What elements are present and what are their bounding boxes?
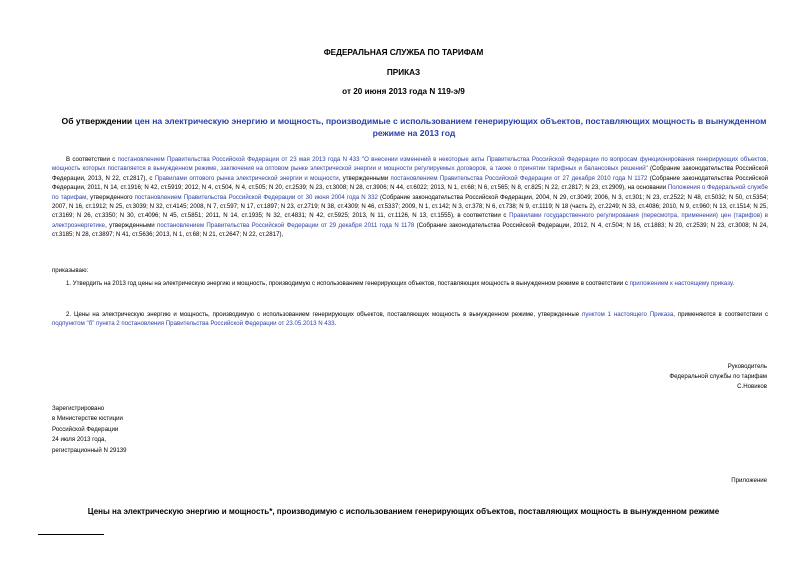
item-2-text-2: , применяются в соответствии с [673, 311, 769, 318]
item-2-link-subpoint-b[interactable]: подпунктом "б" пункта 2 постановления Правительства Российской Федерации от 23.05.2013 N 433 [52, 320, 335, 328]
doc-type-heading: ПРИКАЗ [386, 68, 421, 77]
registration-line-1: Зарегистрировано [52, 405, 105, 412]
item-1-link-appendix[interactable]: приложением к настоящему приказу [629, 280, 733, 287]
preamble-text-7: , утвержденными [105, 221, 158, 229]
appendix-title: Цены на электрическую энергию и мощность*, производимую с использованием генерирующих объектов, поставляющих мощность в вынужденном режиме [87, 507, 720, 516]
item-1-paragraph [52, 279, 768, 288]
preamble-text-3: , утвержденными [338, 174, 391, 182]
signature-block [670, 362, 768, 392]
preamble-link-fst-regulation[interactable]: Положения о Федеральной службе по тарифам [52, 184, 768, 201]
signature-name: С.Новиков [737, 383, 767, 390]
item-1-text-1: 1. Утвердить на 2013 год цены на электрическую энергию и мощность, производимую с использованием генерирующих объектов, поставляющих мощность в вынужденном режиме в соответствии с [66, 280, 630, 287]
preamble-text-4: (Собрание законодательства Российской Федерации, 2011, N 14, ст.1916; N 42, ст.5919; 2012, N 4, ст.504, N 4, ст.505; N 20, ст.2539; N 23, ст.3008; N 28, ст.3906; N 44, ст.6022; 2013, N 1, ст.68; N 6, ст.565; N 8, ст.825; N 22, ст.2817; N 23, ст.2909), на основании [52, 174, 769, 192]
registration-block [52, 404, 127, 456]
preamble-link-resolution-332[interactable]: постановлением Правительства Российской Федерации от 30 июня 2004 года N 332 [134, 193, 378, 201]
preamble-paragraph [52, 155, 768, 240]
preamble-text-1: В соответствии с [66, 156, 118, 163]
item-2-paragraph [52, 310, 768, 329]
doc-date-number: от 20 июня 2013 года N 119-э/9 [342, 87, 465, 96]
item-2-link-point-1[interactable]: пунктом 1 настоящего Приказа [582, 311, 674, 318]
prikazyvayu-label: приказываю: [52, 267, 89, 274]
registration-line-5: регистрационный N 29139 [52, 446, 127, 454]
preamble-link-resolution-1178[interactable]: постановлением Правительства Российской Федерации от 29 декабря 2011 года N 1178 [157, 221, 415, 229]
item-2-text-3: . [334, 320, 337, 328]
preamble-text-8: (Собрание законодательства Российской Федерации, 2012, N 4, ст.504; N 16, ст.1883; N 20, ст.2539; N 23, ст.3008; N 24, ст.3185; N 28, ст.3897; N 41, ст.5636; 2013, N 1, ст.68; N 21, ст.2647; N 22, ст.2817), [52, 221, 768, 239]
signature-position: Руководитель [727, 363, 767, 370]
preamble-link-pricing-rules[interactable]: Правилами государственного регулирования (пересмотра, применения) цен (тарифов) в электроэнергетике [52, 212, 769, 229]
preamble-text-6: (Собрание законодательства Российской Федерации, 2004, N 29, ст.3049; 2006, N 3, ст.301; N 23, ст.2522; N 48, ст.5032; N 50, ст.5354; 2007, N 16, ст.1912; N 25, ст.3039; N 32, ст.4145; 2008, N 7, ст.597; N 17, ст.1897; N 23, ст.2719; N 38, ст.4309; N 46, ст.5337; 2009, N 1, ст.142; N 3, ст.378; N 6, ст.738; N 9, ст.1119; N 18 (часть 2), ст.2249; N 33, ст.4086; 2010, N 9, ст.960; N 13, ст.1514; N 25, ст.3169; N 26, ст.3350; N 30, ст.4096; N 45, ст.5851; 2011, N 14, ст.1935; N 32, ст.4831; N 42, ст.5925; 2013, N 11, ст.1126, N 13, ст.1555), в соответствии с [52, 193, 769, 220]
title-link[interactable]: цен на электрическую энергию и мощность, производимые с использованием генерирующих объектов, поставляющих мощность в вынужденном режиме на 2013 год [134, 116, 767, 138]
document-title [60, 115, 768, 139]
appendix-label: Приложение [731, 477, 767, 484]
preamble-link-resolution-433[interactable]: постановлением Правительства Российской Федерации от 23 мая 2013 года N 433 "О внесении изменений в некоторые акты Правительства Российской Федерации по вопросам функционирования генерирующих объектов, мощность которых поставляется в вынужденном режиме, заключения на оптовом рынке электрической энергии и мощности регулируемых договоров, а также о принятии тарифных и балансовых решений" [52, 156, 769, 173]
footnote-divider [38, 534, 104, 535]
preamble-link-market-rules[interactable]: Правилами оптового рынка электрической энергии и мощности [154, 174, 339, 182]
registration-line-2: в Министерстве юстиции [52, 415, 123, 423]
registration-line-4: 24 июля 2013 года, [52, 436, 107, 444]
agency-heading: ФЕДЕРАЛЬНАЯ СЛУЖБА ПО ТАРИФАМ [323, 48, 484, 57]
signature-agency: Федеральной службы по тарифам [669, 373, 767, 380]
preamble-link-resolution-1172[interactable]: постановлением Правительства Российской Федерации от 27 декабря 2010 года N 1172 [390, 174, 648, 182]
title-prefix: Об утверждении [61, 116, 135, 126]
preamble-text-5: , утвержденного [86, 193, 135, 201]
item-1-text-2: . [732, 280, 735, 287]
registration-line-3: Российской Федерации [52, 425, 119, 433]
item-2-text-1: 2. Цены на электрическую энергию и мощность, производимую с использованием генерирующих объектов, поставляющих мощность в вынужденном режиме, утвержденные [66, 311, 583, 318]
preamble-text-2: (Собрание законодательства Российской Федерации, 2013, N 22, ст.2817), с [52, 165, 768, 182]
